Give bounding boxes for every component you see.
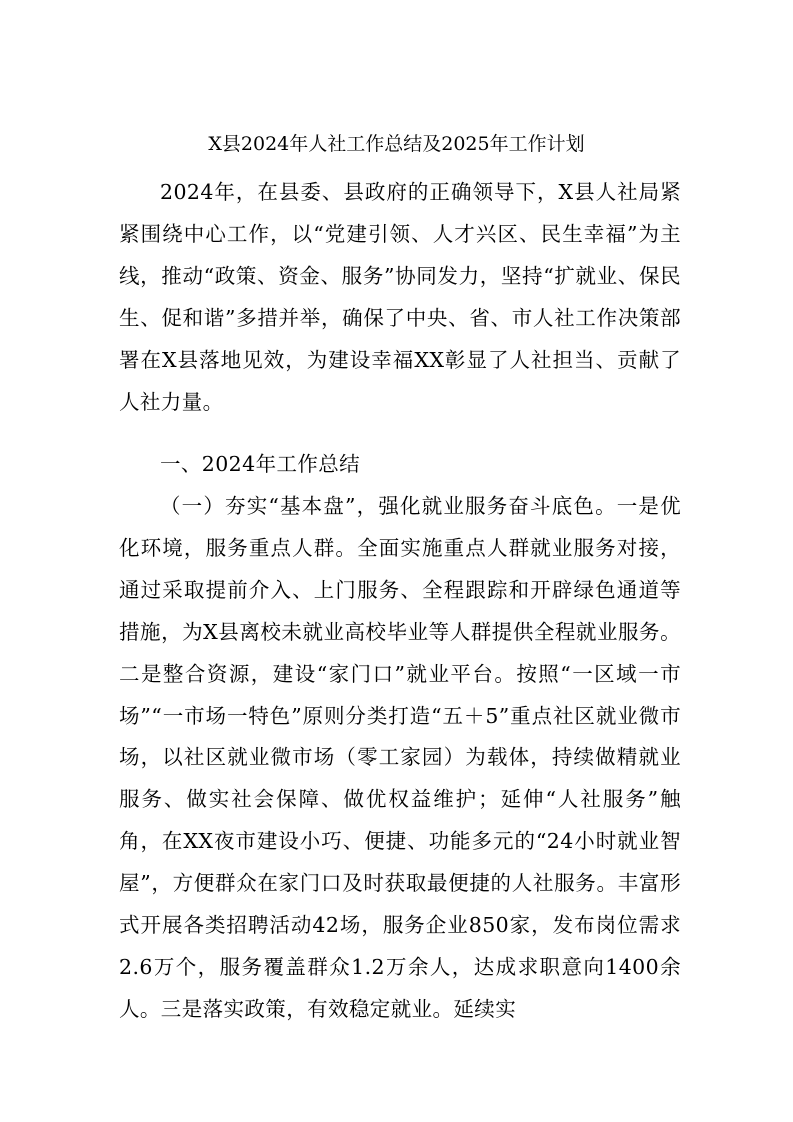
- document-title: X县2024年人社工作总结及2025年工作计划: [208, 133, 585, 155]
- intro-paragraph: 2024年，在县委、县政府的正确领导下，X县人社局紧紧围绕中心工作，以“党建引领、人才兴区、民生幸福”为主线，推动“政策、资金、服务”协同发力，坚持“扩就业、保民生、促和谐”多措并举，确保了中央、省、市人社工作决策部署在X县落地见效，为建设幸福XX彰显了人社担当、贡献了人社力量。: [119, 180, 681, 414]
- section-heading: 一、2024年工作总结: [160, 452, 361, 476]
- section-paragraph: （一）夯实“基本盘”，强化就业服务奋斗底色。一是优化环境，服务重点人群。全面实施重点人群就业服务对接，通过采取提前介入、上门服务、全程跟踪和开辟绿色通道等措施，为X县离校未就业高校毕业等人群提供全程就业服务。二是整合资源，建设“家门口”就业平台。按照“一区域一市场”“一市场一特色”原则分类打造“五＋5”重点社区就业微市场，以社区就业微市场（零工家园）为载体，持续做精就业服务、做实社会保障、做优权益维护；延伸“人社服务”触角，在XX夜市建设小巧、便捷、功能多元的“24小时就业智屋”，方便群众在家门口及时获取最便捷的人社服务。丰富形式开展各类招聘活动42场，服务企业850家，发布岗位需求2.6万个，服务覆盖群众1.2万余人，达成求职意向1400余人。三是落实政策，有效稳定就业。延续实: [119, 494, 681, 1021]
